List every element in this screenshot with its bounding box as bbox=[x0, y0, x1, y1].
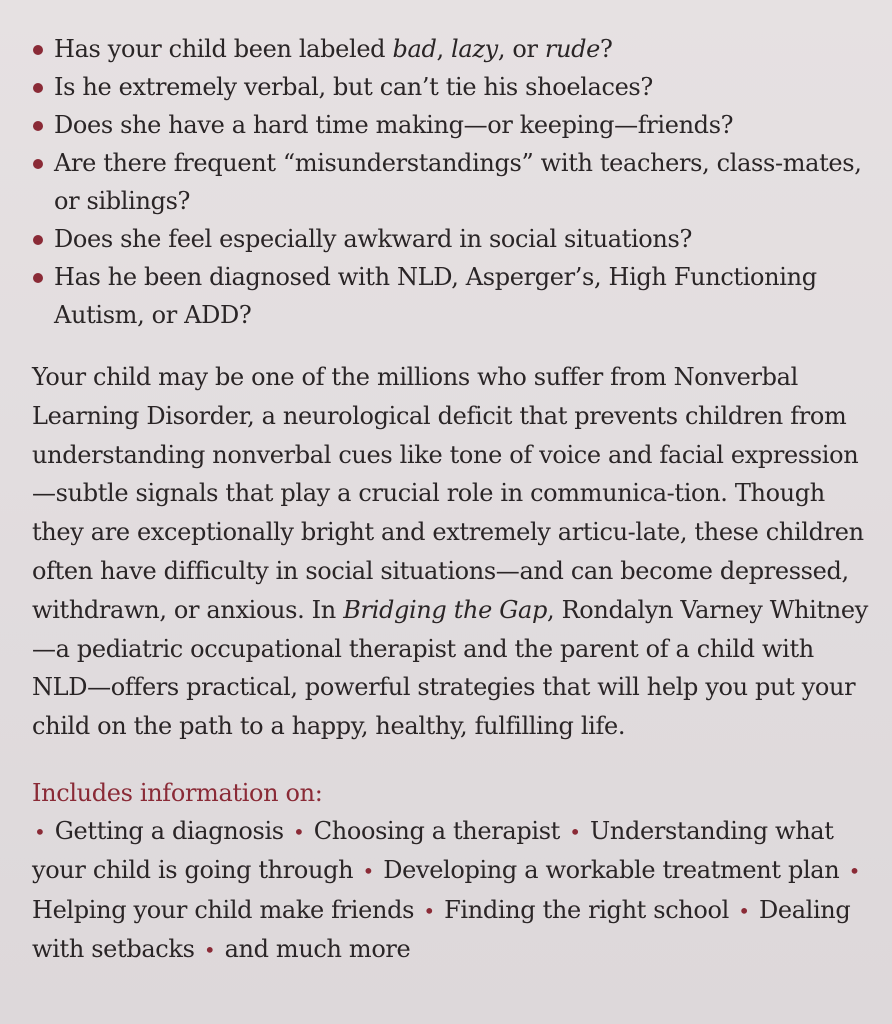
bullet-icon bbox=[33, 45, 43, 55]
question-text: Does she feel especially awkward in social situations? bbox=[54, 225, 692, 253]
bullet-icon: • bbox=[738, 898, 750, 923]
topic-item: Understanding what your child is going through bbox=[32, 816, 834, 885]
question-text-part: Has your child been labeled bbox=[54, 35, 393, 63]
bullet-icon bbox=[33, 235, 43, 245]
question-text-part: , bbox=[436, 35, 452, 63]
question-item bbox=[32, 68, 868, 106]
book-description bbox=[32, 358, 868, 746]
bullet-icon: • bbox=[423, 898, 435, 923]
question-item bbox=[32, 106, 868, 144]
bullet-icon bbox=[33, 273, 43, 283]
question-text-part: rude bbox=[544, 35, 601, 63]
question-text-part: ? bbox=[600, 35, 613, 63]
question-item bbox=[32, 258, 868, 334]
question-text: Has he been diagnosed with NLD, Asperger’s, High Functioning Autism, or ADD? bbox=[54, 263, 817, 329]
topic-item: and much more bbox=[224, 935, 411, 964]
bullet-icon: • bbox=[293, 819, 305, 844]
topic-item: Dealing with setbacks bbox=[32, 895, 851, 964]
topic-item: Getting a diagnosis bbox=[54, 816, 284, 845]
topic-item: Helping your child make friends bbox=[32, 895, 415, 924]
question-item bbox=[32, 30, 868, 68]
topics-list bbox=[32, 812, 868, 970]
question-text: Does she have a hard time making—or keeping—friends? bbox=[54, 111, 734, 139]
topic-item: Choosing a therapist bbox=[313, 816, 560, 845]
question-text-part: lazy bbox=[451, 35, 498, 63]
question-text: Is he extremely verbal, but can’t tie his shoelaces? bbox=[54, 73, 653, 101]
question-item bbox=[32, 220, 868, 258]
bullet-icon: • bbox=[362, 859, 374, 884]
includes-heading: Includes information on: bbox=[32, 778, 323, 807]
description-text: Your child may be one of the millions who suffer from Nonverbal Learning Disorder, a neurological deficit that prevents children from understanding nonverbal cues like tone of voice and facial expression—subtle signals that play a crucial role in communica-tion. Though they are exceptionally bright and extremely articu-late, these children often have difficulty in social situations—and can become depressed, withdrawn, or anxious. In bbox=[32, 363, 864, 624]
bullet-icon bbox=[33, 159, 43, 169]
bullet-icon bbox=[33, 83, 43, 93]
bullet-icon: • bbox=[34, 819, 46, 844]
question-item bbox=[32, 144, 868, 220]
topic-item: Finding the right school bbox=[444, 895, 729, 924]
question-text: Are there frequent “misunderstandings” with teachers, class-mates, or siblings? bbox=[54, 149, 862, 215]
question-text-part: , or bbox=[497, 35, 545, 63]
bullet-icon: • bbox=[203, 938, 216, 963]
bullet-icon: • bbox=[848, 859, 861, 884]
description-text: , Rondalyn Varney Whitney—a pediatric occupational therapist and the parent of a child with NLD—offers practical, powerful strategies that will help you put your child on the path to a happy, healthy, fulfilling life. bbox=[32, 595, 868, 741]
question-text-part: bad bbox=[392, 35, 437, 63]
bullet-icon: • bbox=[569, 819, 581, 844]
bullet-icon bbox=[33, 121, 43, 131]
topic-item: Developing a workable treatment plan bbox=[383, 856, 840, 885]
question-list bbox=[32, 30, 868, 334]
book-title-reference: Bridging the Gap bbox=[343, 595, 548, 624]
